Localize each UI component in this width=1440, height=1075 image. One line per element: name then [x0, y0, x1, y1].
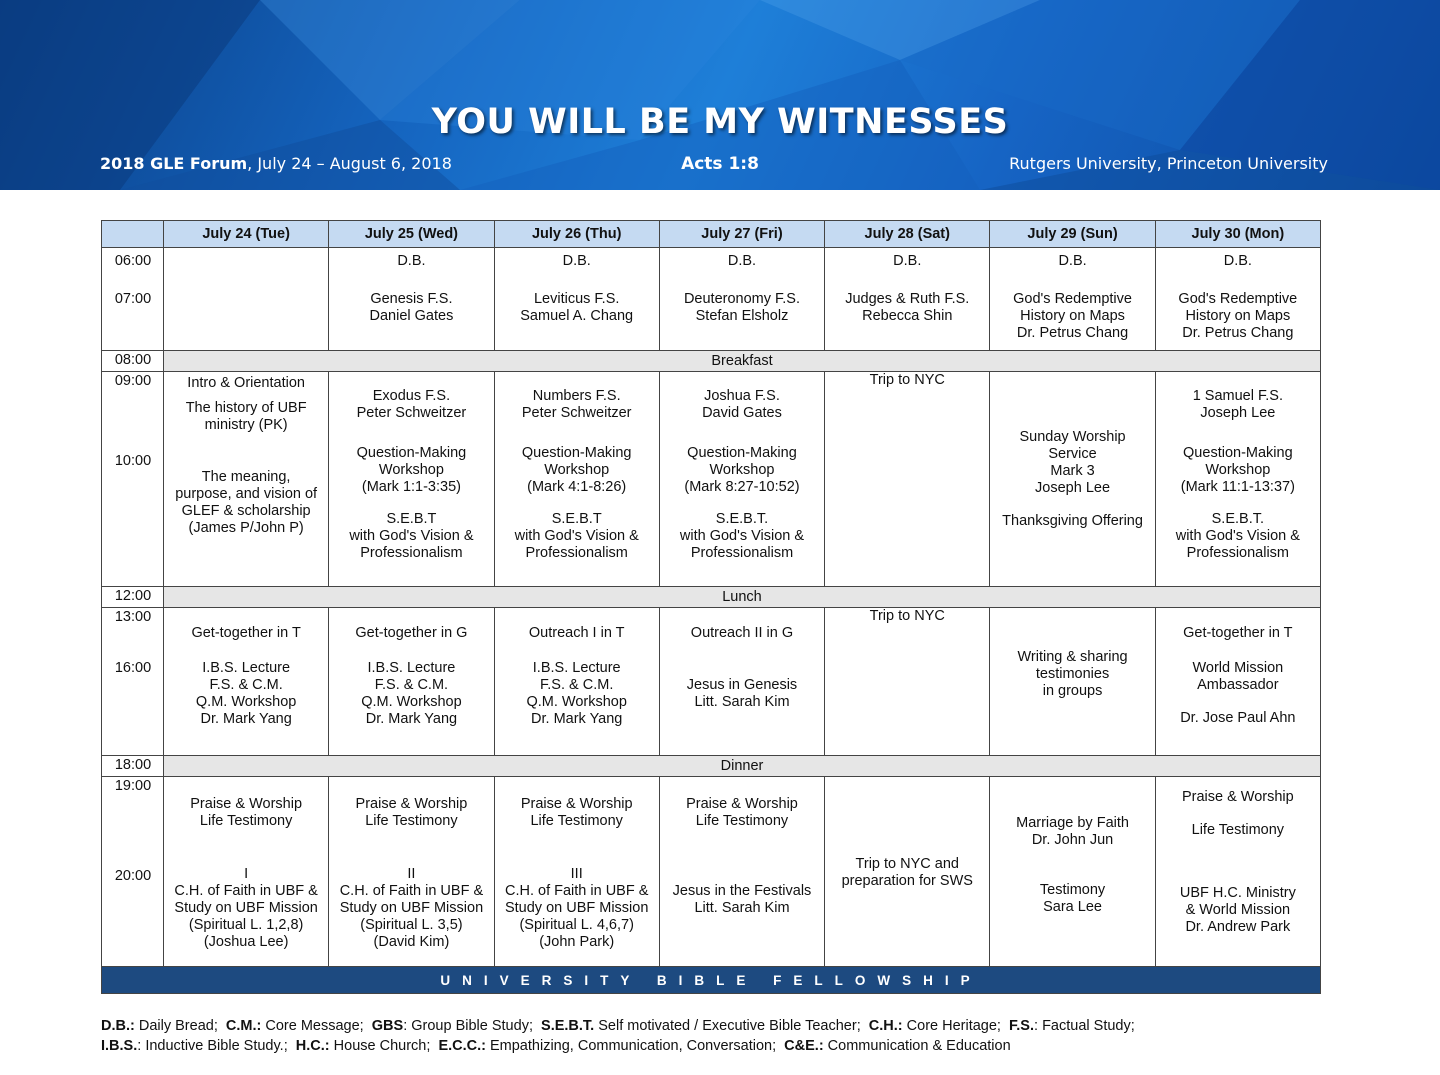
time-label: 20:00: [114, 868, 152, 884]
session-text: S.E.B.T: [386, 511, 437, 527]
event-name: 2018 GLE Forum: [100, 154, 248, 173]
session-text: with God's Vision &: [1175, 528, 1300, 544]
session-text: Praise & Worship: [1181, 789, 1294, 805]
session-text: S.E.B.T.: [1211, 511, 1265, 527]
session-text: David Gates: [702, 405, 782, 421]
session-text: C.H. of Faith in UBF &: [504, 883, 649, 899]
session-text: Professionalism: [525, 545, 628, 561]
session-text: Jesus in Genesis: [686, 677, 798, 693]
legend: [101, 1016, 1135, 1056]
session-text: (Spiritual L. 3,5): [360, 917, 463, 933]
session-text: with God's Vision &: [679, 528, 805, 544]
time-cell: [102, 587, 164, 608]
session-text: D.B.: [1223, 253, 1252, 269]
session-text: Sara Lee: [1043, 899, 1102, 915]
session-text: Joseph Lee: [1200, 405, 1276, 421]
breakfast-row: [102, 351, 1321, 372]
session-text: Life Testimony: [1191, 822, 1285, 838]
dinner-row: [102, 756, 1321, 777]
session-text: Mark 3: [1050, 463, 1095, 479]
session-text: Study on UBF Mission: [339, 900, 484, 916]
session-text: Testimony: [1039, 882, 1106, 898]
session-text: D.B.: [397, 253, 426, 269]
legend-abbr: E.C.C.:: [438, 1038, 486, 1054]
legend-definition: Communication & Education: [823, 1038, 1011, 1054]
session-text: Exodus F.S.: [372, 388, 451, 404]
midmorning-row: [102, 372, 1321, 587]
session-text: D.B.: [727, 253, 757, 269]
session-text: Get-together in G: [355, 625, 468, 641]
time-label: 16:00: [114, 660, 152, 676]
schedule-cell: [329, 608, 494, 756]
session-text: God's Redemptive: [1013, 291, 1132, 307]
session-text: Trip to NYC and: [855, 856, 959, 872]
legend-definition: Core Heritage;: [902, 1018, 1010, 1034]
session-text: Service: [1048, 446, 1097, 462]
schedule-cell: [990, 248, 1155, 351]
schedule-cell: [164, 372, 329, 587]
schedule-cell: [659, 248, 824, 351]
day-header-row: [102, 221, 1321, 248]
time-label: 19:00: [114, 778, 152, 794]
lunch-row: [102, 587, 1321, 608]
legend-abbr: GBS: [371, 1018, 404, 1034]
session-text: Life Testimony: [695, 813, 789, 829]
schedule-table: [101, 220, 1321, 994]
schedule-cell: [1155, 777, 1320, 967]
session-text: Q.M. Workshop: [526, 694, 627, 710]
time-cell: [102, 351, 164, 372]
legend-abbr: C.M.:: [225, 1018, 262, 1034]
header-banner: [0, 0, 1440, 190]
session-text: Workshop: [544, 462, 610, 478]
session-text: I.B.S. Lecture: [367, 660, 456, 676]
session-text: Study on UBF Mission: [174, 900, 318, 916]
session-text: F.S. & C.M.: [374, 677, 449, 693]
time-cell: [102, 608, 164, 756]
session-text: Dr. Mark Yang: [200, 711, 292, 727]
session-text: Jesus in the Festivals: [672, 883, 812, 899]
time-cell: [102, 248, 164, 351]
schedule-cell: [1155, 608, 1320, 756]
session-text: Life Testimony: [199, 813, 293, 829]
legend-definition: Self motivated / Executive Bible Teacher;: [594, 1018, 869, 1034]
session-text: D.B.: [1058, 253, 1087, 269]
session-text: Judges & Ruth F.S.: [845, 291, 970, 307]
legend-line: [101, 1036, 1135, 1056]
session-text: (Mark 1:1-3:35): [361, 479, 461, 495]
time-cell: [102, 372, 164, 587]
legend-abbr: F.S.: [1009, 1018, 1035, 1034]
session-text: Professionalism: [1186, 545, 1290, 561]
session-text: Life Testimony: [530, 813, 623, 829]
schedule-cell: [329, 777, 494, 967]
session-text: Dr. Andrew Park: [1185, 919, 1291, 935]
session-text: Question-Making: [521, 445, 632, 461]
time-label: 09:00: [114, 373, 152, 389]
session-text: Praise & Worship: [686, 796, 798, 812]
session-text: Dr. Mark Yang: [365, 711, 458, 727]
session-text: Leviticus F.S.: [533, 291, 620, 307]
time-label: 07:00: [114, 291, 152, 307]
session-text: (Mark 11:1-13:37): [1180, 479, 1295, 495]
legend-definition: Daily Bread;: [134, 1018, 226, 1034]
legend-abbr: S.E.B.T.: [541, 1018, 595, 1034]
session-text: 1 Samuel F.S.: [1192, 388, 1283, 404]
session-text: Question-Making: [356, 445, 467, 461]
morning-row: [102, 248, 1321, 351]
session-text: History on Maps: [1185, 308, 1291, 324]
session-text: Q.M. Workshop: [361, 694, 462, 710]
session-text: Question-Making: [1183, 445, 1293, 461]
legend-abbr: C.H.:: [868, 1018, 903, 1034]
session-text: purpose, and vision of: [175, 486, 318, 502]
session-text: with God's Vision &: [514, 528, 639, 544]
session-text: preparation for SWS: [841, 873, 973, 889]
legend-definition: : Inductive Bible Study.;: [137, 1038, 296, 1054]
day-header: July 26 (Thu): [494, 221, 659, 248]
event-location: Rutgers University, Princeton University: [1009, 154, 1328, 173]
time-label: 12:00: [114, 588, 152, 604]
session-text: III: [570, 866, 583, 882]
session-text: Question-Making: [687, 445, 797, 461]
session-text: C.H. of Faith in UBF &: [339, 883, 484, 899]
footer-band: [102, 967, 1321, 994]
schedule-cell: [164, 777, 329, 967]
time-label: 13:00: [114, 609, 152, 625]
session-text: Professionalism: [360, 545, 463, 561]
bible-verse: Acts 1:8: [681, 154, 759, 174]
legend-abbr: I.B.S.: [101, 1038, 138, 1054]
session-text: Sunday Worship: [1019, 429, 1126, 445]
organization-name: UNIVERSITY BIBLE FELLOWSHIP: [102, 967, 1321, 994]
afternoon-row: [102, 608, 1321, 756]
session-text: II: [407, 866, 416, 882]
session-text: Trip to NYC: [869, 372, 945, 388]
session-text: (John Park): [539, 934, 615, 950]
time-label: 10:00: [114, 453, 152, 469]
session-text: I.B.S. Lecture: [532, 660, 621, 676]
session-text: Dr. Petrus Chang: [1016, 325, 1129, 341]
legend-definition: : Factual Study;: [1034, 1018, 1135, 1034]
schedule-cell: [825, 372, 990, 587]
session-text: D.B.: [562, 253, 591, 269]
session-text: (Mark 4:1-8:26): [527, 479, 627, 495]
session-text: Dr. Mark Yang: [531, 711, 623, 727]
legend-definition: House Church;: [329, 1038, 439, 1054]
schedule-cell: [494, 248, 659, 351]
session-text: Marriage by Faith: [1016, 815, 1129, 831]
day-header: July 28 (Sat): [825, 221, 990, 248]
time-label: 06:00: [114, 253, 152, 269]
session-text: Professionalism: [690, 545, 794, 561]
session-text: I: [244, 866, 249, 882]
session-text: Q.M. Workshop: [195, 694, 297, 710]
session-text: Genesis F.S.: [370, 291, 453, 307]
schedule-cell: [990, 777, 1155, 967]
schedule-cell: [164, 608, 329, 756]
session-text: (Joshua Lee): [203, 934, 289, 950]
session-text: The history of UBF: [185, 400, 307, 416]
session-text: in groups: [1042, 683, 1103, 699]
session-text: Praise & Worship: [355, 796, 468, 812]
session-text: UBF H.C. Ministry: [1179, 885, 1296, 901]
session-text: Peter Schweitzer: [521, 405, 632, 421]
meal-label: Breakfast: [164, 351, 1321, 372]
session-text: Numbers F.S.: [532, 388, 621, 404]
session-text: Praise & Worship: [520, 796, 633, 812]
session-text: Peter Schweitzer: [356, 405, 467, 421]
session-text: ministry (PK): [204, 417, 288, 433]
day-header: July 30 (Mon): [1155, 221, 1320, 248]
legend-abbr: C&E.:: [784, 1038, 824, 1054]
session-text: Workshop: [709, 462, 775, 478]
session-text: Writing & sharing: [1017, 649, 1128, 665]
session-text: Rebecca Shin: [862, 308, 953, 324]
session-text: F.S. & C.M.: [540, 677, 614, 693]
session-text: (David Kim): [373, 934, 450, 950]
session-text: D.B.: [893, 253, 922, 269]
day-header: July 25 (Wed): [329, 221, 494, 248]
session-text: Outreach II in G: [690, 625, 794, 641]
session-text: Intro & Orientation: [187, 375, 305, 391]
session-text: (James P/John P): [188, 520, 304, 536]
meal-label: Dinner: [164, 756, 1321, 777]
schedule-cell: [494, 608, 659, 756]
legend-abbr: H.C.:: [295, 1038, 330, 1054]
session-text: World Mission: [1192, 660, 1284, 676]
legend-line: [101, 1016, 1135, 1036]
meal-label: Lunch: [164, 587, 1321, 608]
session-text: Study on UBF Mission: [504, 900, 649, 916]
session-text: Stefan Elsholz: [695, 308, 789, 324]
session-text: C.H. of Faith in UBF &: [174, 883, 318, 899]
schedule-cell: [329, 248, 494, 351]
session-text: Litt. Sarah Kim: [694, 900, 790, 916]
session-text: S.E.B.T: [551, 511, 602, 527]
schedule-cell: [825, 777, 990, 967]
session-text: & World Mission: [1185, 902, 1291, 918]
session-text: The meaning,: [201, 469, 291, 485]
session-text: GLEF & scholarship: [181, 503, 311, 519]
session-text: Dr. John Jun: [1031, 832, 1114, 848]
session-text: F.S. & C.M.: [209, 677, 283, 693]
session-text: Praise & Worship: [190, 796, 303, 812]
session-text: Ambassador: [1197, 677, 1279, 693]
schedule-cell: [659, 608, 824, 756]
session-text: Life Testimony: [365, 813, 458, 829]
legend-definition: Empathizing, Communication, Conversation;: [485, 1038, 785, 1054]
session-text: Thanksgiving Offering: [1002, 513, 1143, 529]
session-text: testimonies: [1035, 666, 1110, 682]
schedule-cell: [659, 372, 824, 587]
page-title: YOU WILL BE MY WITNESSES: [431, 102, 1009, 142]
session-text: Joseph Lee: [1035, 480, 1111, 496]
legend-definition: : Group Bible Study;: [403, 1018, 542, 1034]
legend-definition: Core Message;: [261, 1018, 372, 1034]
day-header: July 24 (Tue): [164, 221, 329, 248]
schedule-cell: [329, 372, 494, 587]
session-text: Dr. Petrus Chang: [1182, 325, 1294, 341]
schedule-cell: [1155, 372, 1320, 587]
session-text: with God's Vision &: [349, 528, 474, 544]
session-text: Samuel A. Chang: [520, 308, 634, 324]
session-text: Litt. Sarah Kim: [694, 694, 790, 710]
session-text: Daniel Gates: [369, 308, 454, 324]
schedule-cell: [164, 248, 329, 351]
session-text: (Spiritual L. 1,2,8): [188, 917, 304, 933]
session-text: Deuteronomy F.S.: [683, 291, 801, 307]
corner-cell: [102, 221, 164, 248]
session-text: (Spiritual L. 4,6,7): [519, 917, 634, 933]
time-cell: [102, 777, 164, 967]
session-text: History on Maps: [1020, 308, 1125, 324]
event-dates: , July 24 – August 6, 2018: [247, 154, 452, 173]
schedule-cell: [825, 608, 990, 756]
time-label: 08:00: [114, 352, 152, 368]
schedule-cell: [494, 777, 659, 967]
schedule-cell: [1155, 248, 1320, 351]
session-text: Joshua F.S.: [704, 388, 780, 404]
session-text: S.E.B.T.: [715, 511, 769, 527]
day-header: July 27 (Fri): [659, 221, 824, 248]
session-text: Get-together in T: [191, 625, 301, 641]
day-header: July 29 (Sun): [990, 221, 1155, 248]
session-text: Trip to NYC: [869, 608, 945, 624]
session-text: Workshop: [378, 462, 444, 478]
session-text: Workshop: [1205, 462, 1271, 478]
schedule-cell: [990, 608, 1155, 756]
legend-abbr: D.B.:: [101, 1018, 135, 1034]
schedule-cell: [825, 248, 990, 351]
session-text: Get-together in T: [1183, 625, 1293, 641]
time-cell: [102, 756, 164, 777]
session-text: God's Redemptive: [1178, 291, 1298, 307]
session-text: Outreach I in T: [528, 625, 625, 641]
schedule-cell: [990, 372, 1155, 587]
session-text: (Mark 8:27-10:52): [684, 479, 800, 495]
session-text: I.B.S. Lecture: [202, 660, 291, 676]
schedule-cell: [494, 372, 659, 587]
schedule-cell: [659, 777, 824, 967]
evening-row: [102, 777, 1321, 967]
time-label: 18:00: [114, 757, 152, 773]
session-text: Dr. Jose Paul Ahn: [1180, 710, 1296, 726]
